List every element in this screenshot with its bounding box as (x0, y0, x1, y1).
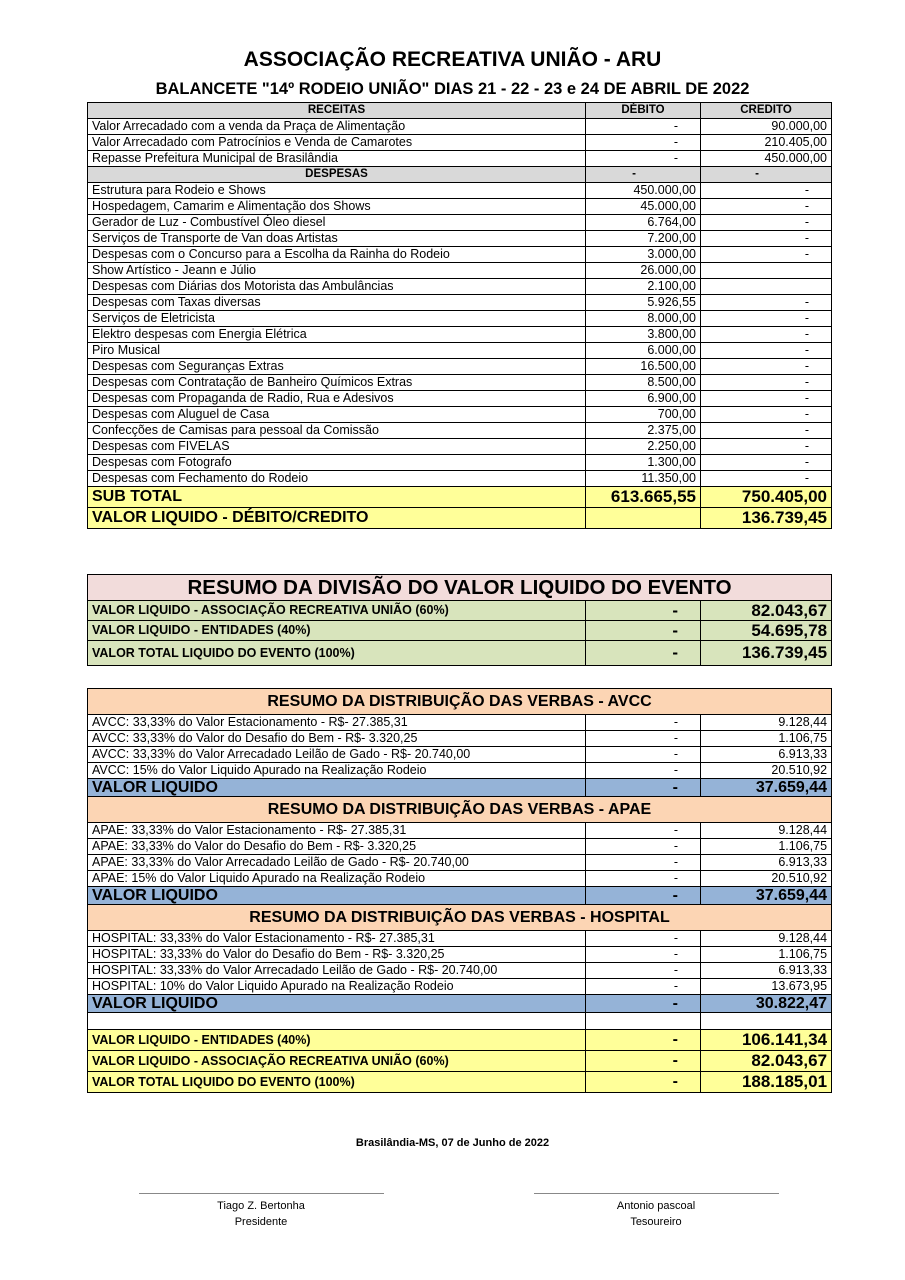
subtotal-row-credito: 750.405,00 (701, 487, 832, 508)
avcc-row-credito: 1.106,75 (701, 731, 832, 747)
despesa-row (88, 327, 832, 343)
liquido-row-credito: 136.739,45 (701, 508, 832, 529)
avcc-section-title: RESUMO DA DISTRIBUIÇÃO DAS VERBAS - AVCC (88, 689, 832, 715)
avcc-row-credito: 9.128,44 (701, 715, 832, 731)
apae-row-debito: - (586, 839, 701, 855)
final-row (88, 1072, 832, 1093)
receita-row (88, 119, 832, 135)
apae-row-credito: 20.510,92 (701, 871, 832, 887)
despesa-row-credito: - (701, 247, 832, 263)
despesa-row (88, 279, 832, 295)
despesa-row-credito: - (701, 391, 832, 407)
apae-row (88, 839, 832, 855)
hospital-section-title: RESUMO DA DISTRIBUIÇÃO DAS VERBAS - HOSPITAL (88, 905, 832, 931)
despesa-row (88, 471, 832, 487)
apae-total-row-label: VALOR LIQUIDO (88, 887, 586, 905)
despesa-row-debito: 45.000,00 (586, 199, 701, 215)
avcc-row-debito: - (586, 763, 701, 779)
avcc-row-label: AVCC: 33,33% do Valor do Desafio do Bem - R$- 3.320,25 (88, 731, 586, 747)
despesa-row-label: Piro Musical (88, 343, 586, 359)
receita-row-debito: - (586, 119, 701, 135)
receita-row (88, 151, 832, 167)
receita-row-debito: - (586, 135, 701, 151)
final-row-debito: - (586, 1030, 701, 1051)
hospital-row-label: HOSPITAL: 33,33% do Valor Arrecadado Leilão de Gado - R$- 20.740,00 (88, 963, 586, 979)
apae-row-credito: 1.106,75 (701, 839, 832, 855)
avcc-section (88, 689, 832, 715)
resumo-title-row (88, 575, 832, 601)
avcc-row-label: AVCC: 15% do Valor Liquido Apurado na Realização Rodeio (88, 763, 586, 779)
despesa-row-debito: 3.800,00 (586, 327, 701, 343)
despesa-row-debito: 8.000,00 (586, 311, 701, 327)
final-row-label: VALOR LIQUIDO - ASSOCIAÇÃO RECREATIVA UNIÃO (60%) (88, 1051, 586, 1072)
despesa-row-credito: - (701, 183, 832, 199)
despesa-row-label: Despesas com o Concurso para a Escolha da Rainha do Rodeio (88, 247, 586, 263)
resumo-row (88, 621, 832, 641)
despesa-row (88, 343, 832, 359)
despesa-row-credito (701, 263, 832, 279)
hospital-row-label: HOSPITAL: 33,33% do Valor do Desafio do Bem - R$- 3.320,25 (88, 947, 586, 963)
hospital-row-debito: - (586, 979, 701, 995)
signature-line (139, 1193, 384, 1194)
despesa-row (88, 359, 832, 375)
apae-row-label: APAE: 33,33% do Valor do Desafio do Bem - R$- 3.320,25 (88, 839, 586, 855)
receita-row-credito: 90.000,00 (701, 119, 832, 135)
final-row-label: VALOR LIQUIDO - ENTIDADES (40%) (88, 1030, 586, 1051)
signature-president (136, 1193, 386, 1228)
despesa-row-debito: 8.500,00 (586, 375, 701, 391)
despesa-row-debito: 2.250,00 (586, 439, 701, 455)
final-row (88, 1051, 832, 1072)
despesa-row (88, 439, 832, 455)
liquido-row-label: VALOR LIQUIDO - DÉBITO/CREDITO (88, 508, 586, 529)
despesa-row-debito: 700,00 (586, 407, 701, 423)
subtotal-row-label: SUB TOTAL (88, 487, 586, 508)
despesa-row-debito: 6.900,00 (586, 391, 701, 407)
hospital-row-credito: 6.913,33 (701, 963, 832, 979)
date-line: Brasilândia-MS, 07 de Junho de 2022 (355, 1137, 550, 1149)
avcc-row (88, 747, 832, 763)
receita-row (88, 135, 832, 151)
despesa-row-debito: 7.200,00 (586, 231, 701, 247)
receita-row-credito: 450.000,00 (701, 151, 832, 167)
hospital-row-label: HOSPITAL: 10% do Valor Liquido Apurado na Realização Rodeio (88, 979, 586, 995)
hospital-section (88, 905, 832, 931)
final-row (88, 1030, 832, 1051)
apae-row-label: APAE: 33,33% do Valor Arrecadado Leilão de Gado - R$- 20.740,00 (88, 855, 586, 871)
despesa-row (88, 423, 832, 439)
hospital-row-debito: - (586, 947, 701, 963)
header-debito: DÉBITO (586, 103, 701, 119)
resumo-row-label: VALOR LIQUIDO - ENTIDADES (40%) (88, 621, 586, 641)
apae-row-label: APAE: 33,33% do Valor Estacionamento - R$- 27.385,31 (88, 823, 586, 839)
avcc-total-row-debito: - (586, 779, 701, 797)
despesa-row-label: Despesas com Fotografo (88, 455, 586, 471)
apae-row (88, 823, 832, 839)
hospital-row (88, 979, 832, 995)
apae-section (88, 797, 832, 823)
resumo-row-debito: - (586, 641, 701, 666)
despesa-row (88, 391, 832, 407)
header-receitas: RECEITAS (88, 103, 586, 119)
despesa-row-credito: - (701, 439, 832, 455)
resumo-row-credito: 136.739,45 (701, 641, 832, 666)
resumo-row-label: VALOR TOTAL LIQUIDO DO EVENTO (100%) (88, 641, 586, 666)
spacer-row (88, 1013, 832, 1030)
resumo-row-debito: - (586, 621, 701, 641)
avcc-row-label: AVCC: 33,33% do Valor Arrecadado Leilão de Gado - R$- 20.740,00 (88, 747, 586, 763)
despesa-row-credito (701, 279, 832, 295)
despesa-row-label: Despesas com Diárias dos Motorista das Ambulâncias (88, 279, 586, 295)
avcc-row (88, 731, 832, 747)
despesa-row-label: Serviços de Eletricista (88, 311, 586, 327)
despesas-header-row-credito: - (701, 167, 832, 183)
empty-cell (88, 1013, 586, 1030)
despesa-row-credito: - (701, 343, 832, 359)
signature-name: Antonio pascoal (616, 1200, 696, 1212)
apae-total-row-credito: 37.659,44 (701, 887, 832, 905)
resumo-divisao-table (87, 574, 832, 666)
despesa-row (88, 247, 832, 263)
hospital-row-credito: 1.106,75 (701, 947, 832, 963)
hospital-row-credito: 9.128,44 (701, 931, 832, 947)
hospital-row (88, 947, 832, 963)
final-row-credito: 188.185,01 (701, 1072, 832, 1093)
despesa-row-credito: - (701, 311, 832, 327)
signature-role: Tesoureiro (630, 1216, 682, 1228)
empty-cell (701, 1013, 832, 1030)
hospital-row (88, 931, 832, 947)
resumo-row-label: VALOR LIQUIDO - ASSOCIAÇÃO RECREATIVA UNIÃO (60%) (88, 601, 586, 621)
despesa-row-label: Gerador de Luz - Combustível Óleo diesel (88, 215, 586, 231)
despesa-row-credito: - (701, 407, 832, 423)
apae-section-title: RESUMO DA DISTRIBUIÇÃO DAS VERBAS - APAE (88, 797, 832, 823)
empty-cell (586, 1013, 701, 1030)
avcc-row (88, 715, 832, 731)
despesa-row-label: Estrutura para Rodeio e Shows (88, 183, 586, 199)
apae-row-label: APAE: 15% do Valor Liquido Apurado na Realização Rodeio (88, 871, 586, 887)
despesa-row (88, 407, 832, 423)
hospital-row-label: HOSPITAL: 33,33% do Valor Estacionamento - R$- 27.385,31 (88, 931, 586, 947)
apae-row-credito: 9.128,44 (701, 823, 832, 839)
document-subtitle: BALANCETE "14º RODEIO UNIÃO" DIAS 21 - 22 - 23 e 24 DE ABRIL DE 2022 (155, 80, 750, 98)
despesa-row-debito: 11.350,00 (586, 471, 701, 487)
hospital-row-debito: - (586, 963, 701, 979)
despesa-row (88, 215, 832, 231)
despesa-row-label: Serviços de Transporte de Van doas Artistas (88, 231, 586, 247)
signature-name: Tiago Z. Bertonha (217, 1200, 305, 1212)
despesa-row-label: Hospedagem, Camarim e Alimentação dos Shows (88, 199, 586, 215)
avcc-row (88, 763, 832, 779)
despesa-row-credito: - (701, 231, 832, 247)
final-row-debito: - (586, 1072, 701, 1093)
final-row-credito: 82.043,67 (701, 1051, 832, 1072)
avcc-total-row (88, 779, 832, 797)
avcc-row-credito: 6.913,33 (701, 747, 832, 763)
despesa-row-label: Despesas com Seguranças Extras (88, 359, 586, 375)
receita-row-label: Repasse Prefeitura Municipal de Brasilândia (88, 151, 586, 167)
despesas-header-row-debito: - (586, 167, 701, 183)
final-row-credito: 106.141,34 (701, 1030, 832, 1051)
distribuicao-table (87, 688, 832, 1093)
avcc-row-debito: - (586, 731, 701, 747)
despesa-row (88, 455, 832, 471)
despesa-row-credito: - (701, 327, 832, 343)
despesa-row (88, 199, 832, 215)
apae-row-debito: - (586, 855, 701, 871)
despesa-row-credito: - (701, 455, 832, 471)
apae-row (88, 871, 832, 887)
resumo-row-credito: 82.043,67 (701, 601, 832, 621)
subtotal-row (88, 487, 832, 508)
despesa-row-debito: 6.000,00 (586, 343, 701, 359)
hospital-row (88, 963, 832, 979)
despesa-row (88, 231, 832, 247)
resumo-row (88, 601, 832, 621)
despesa-row-debito: 2.100,00 (586, 279, 701, 295)
despesa-row-debito: 1.300,00 (586, 455, 701, 471)
hospital-total-row-credito: 30.822,47 (701, 995, 832, 1013)
liquido-row (88, 508, 832, 529)
despesa-row-debito: 5.926,55 (586, 295, 701, 311)
avcc-total-row-credito: 37.659,44 (701, 779, 832, 797)
avcc-row-label: AVCC: 33,33% do Valor Estacionamento - R$- 27.385,31 (88, 715, 586, 731)
hospital-total-row-label: VALOR LIQUIDO (88, 995, 586, 1013)
despesa-row-debito: 16.500,00 (586, 359, 701, 375)
despesa-row-credito: - (701, 215, 832, 231)
balance-table (87, 102, 832, 529)
receita-row-debito: - (586, 151, 701, 167)
apae-total-row-debito: - (586, 887, 701, 905)
despesa-row-label: Show Artístico - Jeann e Júlio (88, 263, 586, 279)
apae-row-debito: - (586, 823, 701, 839)
despesa-row-debito: 2.375,00 (586, 423, 701, 439)
hospital-total-row (88, 995, 832, 1013)
signature-line (534, 1193, 779, 1194)
apae-row-debito: - (586, 871, 701, 887)
despesa-row-credito: - (701, 375, 832, 391)
despesa-row-debito: 6.764,00 (586, 215, 701, 231)
signature-treasurer (531, 1193, 781, 1228)
despesa-row-credito: - (701, 423, 832, 439)
hospital-row-debito: - (586, 931, 701, 947)
avcc-row-debito: - (586, 747, 701, 763)
hospital-row-credito: 13.673,95 (701, 979, 832, 995)
despesa-row (88, 295, 832, 311)
despesa-row-label: Despesas com Fechamento do Rodeio (88, 471, 586, 487)
receita-row-label: Valor Arrecadado com a venda da Praça de Alimentação (88, 119, 586, 135)
despesa-row-debito: 3.000,00 (586, 247, 701, 263)
signature-role: Presidente (234, 1216, 288, 1228)
final-row-label: VALOR TOTAL LIQUIDO DO EVENTO (100%) (88, 1072, 586, 1093)
resumo-row (88, 641, 832, 666)
despesa-row-debito: 450.000,00 (586, 183, 701, 199)
document-title: ASSOCIAÇÃO RECREATIVA UNIÃO - ARU (243, 48, 662, 71)
despesa-row-label: Despesas com FIVELAS (88, 439, 586, 455)
despesa-row-label: Elektro despesas com Energia Elétrica (88, 327, 586, 343)
apae-total-row (88, 887, 832, 905)
despesas-header-row (88, 167, 832, 183)
resumo-row-credito: 54.695,78 (701, 621, 832, 641)
despesa-row-label: Despesas com Contratação de Banheiro Químicos Extras (88, 375, 586, 391)
despesa-row-credito: - (701, 359, 832, 375)
despesa-row (88, 263, 832, 279)
despesa-row (88, 311, 832, 327)
despesa-row (88, 375, 832, 391)
despesa-row (88, 183, 832, 199)
receita-row-label: Valor Arrecadado com Patrocínios e Venda de Camarotes (88, 135, 586, 151)
receita-row-credito: 210.405,00 (701, 135, 832, 151)
final-row-debito: - (586, 1051, 701, 1072)
despesa-row-credito: - (701, 199, 832, 215)
despesa-row-debito: 26.000,00 (586, 263, 701, 279)
despesas-header-row-label: DESPESAS (88, 167, 586, 183)
subtotal-row-debito: 613.665,55 (586, 487, 701, 508)
despesa-row-label: Despesas com Taxas diversas (88, 295, 586, 311)
resumo-title: RESUMO DA DIVISÃO DO VALOR LIQUIDO DO EVENTO (88, 575, 832, 601)
liquido-row-debito (586, 508, 701, 529)
despesa-row-label: Despesas com Aluguel de Casa (88, 407, 586, 423)
balance-header-row (88, 103, 832, 119)
header-credito: CREDITO (701, 103, 832, 119)
avcc-row-debito: - (586, 715, 701, 731)
despesa-row-credito: - (701, 295, 832, 311)
resumo-row-debito: - (586, 601, 701, 621)
despesa-row-credito: - (701, 471, 832, 487)
apae-row-credito: 6.913,33 (701, 855, 832, 871)
avcc-total-row-label: VALOR LIQUIDO (88, 779, 586, 797)
apae-row (88, 855, 832, 871)
despesa-row-label: Confecções de Camisas para pessoal da Comissão (88, 423, 586, 439)
despesa-row-label: Despesas com Propaganda de Radio, Rua e Adesivos (88, 391, 586, 407)
hospital-total-row-debito: - (586, 995, 701, 1013)
avcc-row-credito: 20.510,92 (701, 763, 832, 779)
